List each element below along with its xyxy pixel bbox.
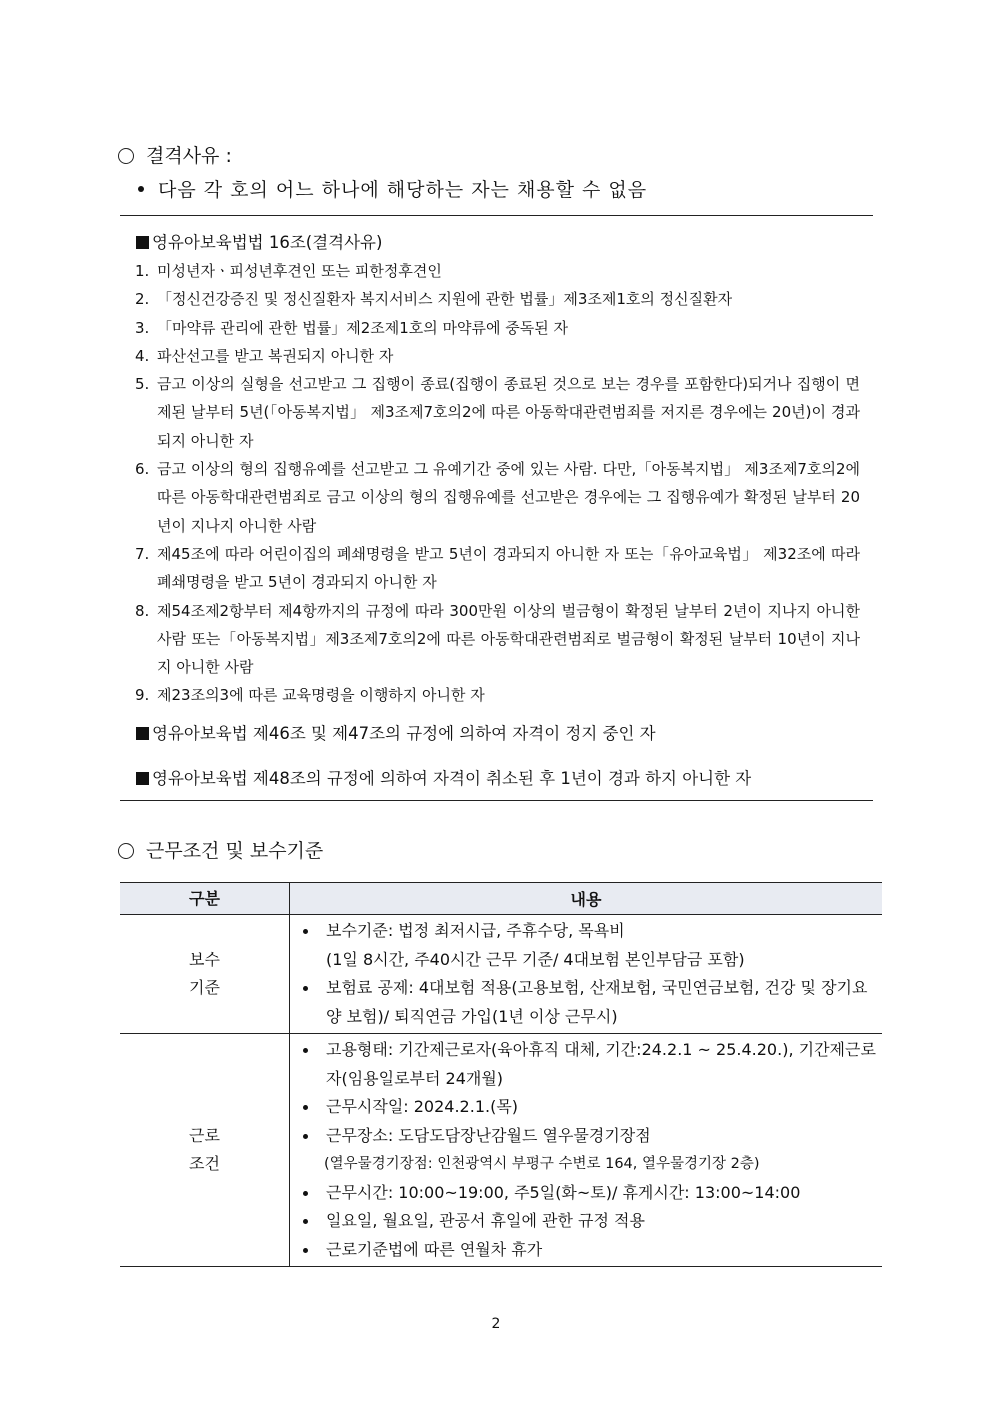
list-item	[135, 540, 860, 597]
item-number: 4.	[135, 346, 150, 365]
list-item	[290, 1179, 882, 1208]
row-label-line: 근로	[189, 1126, 220, 1145]
header-category: 구분	[120, 883, 290, 915]
row-label-line: 기준	[189, 978, 220, 997]
list-item	[290, 1236, 882, 1265]
list-item	[290, 1093, 882, 1122]
item-text: 「마약류 관리에 관한 법률」제2조제1호의 마약류에 중독된 자	[157, 318, 568, 337]
list-item	[290, 1036, 882, 1093]
section-title-conditions	[118, 836, 323, 863]
item-text: 일요일, 월요일, 관공서 휴일에 관한 규정 적용	[326, 1211, 645, 1230]
item-text: 고용형태: 기간제근로자(육아휴직 대체, 기간:24.2.1 ~ 25.4.20.), 기간제근로자(임용일로부터 24개월)	[326, 1040, 876, 1088]
intro-bullet-text: 다음 각 호의 어느 하나에 해당하는 자는 채용할 수 없음	[158, 179, 648, 201]
section-title-disqualification	[118, 141, 232, 168]
item-text: 제23조의3에 따른 교육명령을 이행하지 아니한 자	[157, 686, 485, 705]
list-item	[135, 370, 860, 455]
table-row-pay	[120, 915, 882, 1034]
item-number: 1.	[135, 262, 150, 280]
circle-bullet-icon	[118, 843, 134, 859]
item-number: 9.	[135, 686, 150, 705]
header-content: 내용	[290, 883, 883, 915]
item-text: 제45조에 따라 어린이집의 폐쇄명령을 받고 5년이 경과되지 아니한 자 또는「유아교육법」 제32조에 따라 폐쇄명령을 받고 5년이 경과되지 아니한 자	[157, 544, 860, 592]
list-item	[290, 1122, 882, 1151]
bullet-dot-icon	[303, 1248, 308, 1253]
list-item	[135, 597, 860, 682]
square-bullet-icon	[136, 727, 149, 740]
row-label-line: 조건	[189, 1154, 220, 1173]
item-number: 6.	[135, 460, 150, 479]
row-content-pay	[290, 915, 883, 1034]
list-item	[135, 681, 860, 709]
law-line-revocation	[136, 765, 751, 789]
item-text: 금고 이상의 실형을 선고받고 그 집행이 종료(집행이 종료된 것으로 보는 경우를 포함한다)되거나 집행이 면제된 날부터 5년(「아동복지법」 제3조제7호의2에 따른 아동학대관련범죄를 저지른 경우에는 20년)이 경과되지 아니한 자	[157, 375, 860, 450]
bullet-dot-icon	[303, 1219, 308, 1224]
row-label-pay	[120, 915, 290, 1034]
list-item	[135, 455, 860, 540]
item-text: 근로기준법에 따른 연월차 휴가	[326, 1239, 543, 1259]
bullet-dot-icon	[303, 1048, 308, 1053]
row-label-line: 보수	[189, 950, 220, 969]
list-item	[290, 917, 882, 946]
item-text: 파산선고를 받고 복권되지 아니한 자	[157, 346, 394, 365]
law-heading-text: 영유아보육법법 16조(결격사유)	[152, 233, 383, 252]
law-line-text: 영유아보육법 제48조의 규정에 의하여 자격이 취소된 후 1년이 경과 하지 아니한 자	[152, 769, 752, 788]
item-text: 보험료 공제: 4대보험 적용(고용보험, 산재보험, 국민연금보험, 건강 및 장기요양 보험)/ 퇴직연금 가입(1년 이상 근무시)	[326, 978, 868, 1026]
bullet-dot-icon	[138, 186, 144, 192]
intro-bullet	[138, 175, 647, 202]
square-bullet-icon	[136, 236, 149, 249]
list-item	[135, 314, 860, 342]
bullet-dot-icon	[303, 1134, 308, 1139]
list-item-continued	[290, 946, 882, 975]
item-text: (1일 8시간, 주40시간 근무 기준/ 4대보험 본인부담금 포함)	[326, 949, 745, 969]
item-number: 8.	[135, 601, 150, 620]
item-text: 근무시작일: 2024.2.1.(목)	[326, 1097, 519, 1116]
law-line-text: 영유아보육법 제46조 및 제47조의 규정에 의하여 자격이 정지 중인 자	[152, 724, 656, 743]
list-item	[290, 974, 882, 1031]
square-bullet-icon	[136, 772, 149, 785]
list-item-continued	[290, 1150, 882, 1179]
item-text: (열우물경기장점: 인천광역시 부평구 수변로 164, 열우물경기장 2층)	[324, 1156, 760, 1172]
item-number: 3.	[135, 318, 150, 337]
item-text: 근무시간: 10:00~19:00, 주5일(화~토)/ 휴게시간: 13:00~14:00	[326, 1182, 801, 1202]
list-item	[135, 257, 860, 285]
list-item	[135, 285, 860, 313]
law-line-suspension	[136, 720, 656, 744]
bullet-dot-icon	[303, 1191, 308, 1196]
bottom-divider	[120, 800, 873, 801]
bullet-dot-icon	[303, 986, 308, 991]
bullet-dot-icon	[303, 1105, 308, 1110]
bullet-dot-icon	[303, 929, 308, 934]
item-text: 금고 이상의 형의 집행유예를 선고받고 그 유예기간 중에 있는 사람. 다만,「아동복지법」 제3조제7호의2에 따른 아동학대관련범죄로 금고 이상의 형의 집행유예를 선고받은 경우에는 그 집행유예가 확정된 날부터 20년이 지나지 아니한 사람	[157, 460, 860, 535]
item-text: 미성년자ㆍ피성년후견인 또는 피한정후견인	[157, 262, 442, 280]
law-heading	[136, 229, 382, 253]
item-text: 「정신건강증진 및 정신질환자 복지서비스 지원에 관한 법률」제3조제1호의 정신질환자	[157, 290, 733, 309]
item-number: 2.	[135, 290, 150, 309]
item-number: 7.	[135, 544, 150, 563]
conditions-table	[120, 882, 882, 1267]
page-number: 2	[491, 1316, 501, 1332]
section-title-text: 결격사유 :	[146, 145, 232, 167]
row-label-work	[120, 1034, 290, 1267]
list-item	[135, 342, 860, 370]
section-title-text: 근무조건 및 보수기준	[146, 840, 324, 862]
table-row-work	[120, 1034, 882, 1267]
item-text: 보수기준: 법정 최저시급, 주휴수당, 목욕비	[326, 921, 625, 940]
item-text: 근무장소: 도담도담장난감월드 열우물경기장점	[326, 1125, 651, 1145]
item-number: 5.	[135, 375, 150, 394]
row-content-work	[290, 1034, 883, 1267]
circle-bullet-icon	[118, 148, 134, 164]
table-header-row	[120, 883, 882, 915]
top-divider	[120, 215, 873, 216]
item-text: 제54조제2항부터 제4항까지의 규정에 따라 300만원 이상의 벌금형이 확정된 날부터 2년이 지나지 아니한 사람 또는「아동복지법」제3조제7호의2에 따른 아동학대관련범죄로 벌금형이 확정된 날부터 10년이 지나지 아니한 사람	[157, 601, 860, 677]
disqualification-list	[135, 257, 860, 710]
list-item	[290, 1207, 882, 1236]
